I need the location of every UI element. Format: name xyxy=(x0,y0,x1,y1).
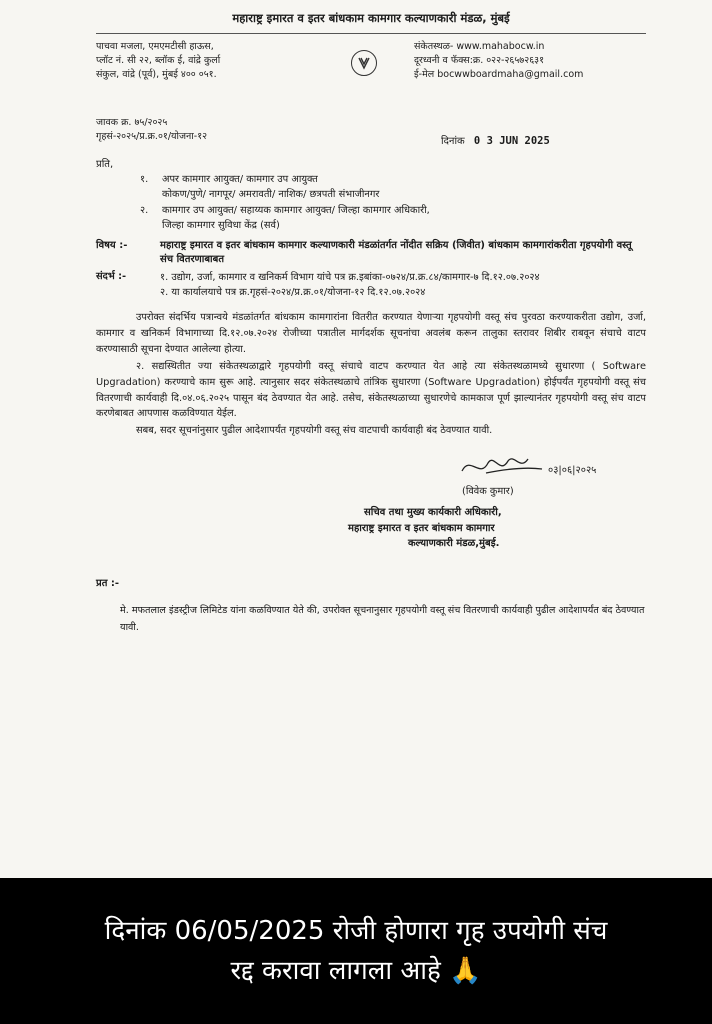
copy-to-text: मे. मफतलाल इंडस्ट्रीज लिमिटेड यांना कळविण्यात येते की, उपरोक्त सूचनानुसार गृहपयोगी वस्तू संच वितरणाची कार्यवाही पुढील आदेशापर्यंत बंद ठेवण्यात यावी. xyxy=(120,604,645,633)
recipient-number: २. xyxy=(140,204,149,216)
signer-designation xyxy=(348,505,664,552)
office-contact xyxy=(414,40,654,83)
designation-line: कल्याणकारी मंडळ,मुंबई. xyxy=(408,538,500,550)
references xyxy=(96,270,646,300)
reference-label: संदर्भ :- xyxy=(96,270,127,282)
date-label: दिनांक xyxy=(441,135,465,147)
body-paragraph: उपरोक्त संदर्भिय पत्रान्वये मंडळांतर्गत बांधकाम कामगारांना वितरीत करण्यात येणाऱ्या गृहपयोगी वस्तू संच पुरवठा करण्याकरीता उद्योग, उर्जा, कामगार व खनिकर्म विभागाच्या दि.१२.०७.२०२४ रोजीच्या पत्रातील मार्गदर्शक सूचनांचा अवलंब करून तालुका स्तरावर शिबीर राबवून संचाचे वाटप करण्यासाठी सूचना देण्यात आलेल्या होत्या. xyxy=(96,312,646,355)
designation-line: सचिव तथा मुख्य कार्यकारी अधिकारी, xyxy=(364,507,502,519)
recipient-line: कामगार उप आयुक्त/ सहाय्यक कामगार आयुक्त/ जिल्हा कामगार अधिकारी, xyxy=(162,204,430,216)
website: संकेतस्थळ- www.mahabocw.in xyxy=(414,40,545,52)
body-paragraph: २. सद्यस्थितीत ज्या संकेतस्थळाद्वारे गृहपयोगी वस्तू संचाचे वाटप करण्यात येत आहे त्या संकेतस्थळामध्ये सुधारणा ( Software Upgradation) करण्याचे काम सुरू आहे. त्यानुसार सदर संकेतस्थळाचे तांत्रिक सुधारणा (Software Upgradation) होईपर्यंत गृहपयोगी वस्तू संच वितरणाची कार्यवाही दि.०४.०६.२०२५ पासून बंद ठेवण्यात येत आहे. तसेच, संकेतस्थळाच्या सुधारणेचे कामकाज पूर्ण झाल्यानंतर गृहपयोगी वस्तू संच वाटप करणेबाबत आपणास कळविण्यात येईल. xyxy=(96,360,646,420)
email: ई-मेल bocwwboardmaha@gmail.com xyxy=(414,69,584,81)
recipient-line: कोकण/पुणे/ नागपूर/ अमरावती/ नाशिक/ छत्रपती संभाजीनगर xyxy=(162,189,380,201)
address-line: प्लॉट नं. सी २२, ब्लॉक ई, वांद्रे कुर्ला xyxy=(96,54,221,66)
subject xyxy=(96,239,646,268)
reference-block xyxy=(96,116,646,156)
recipients xyxy=(140,172,646,233)
recipient-item xyxy=(140,203,646,233)
letter-body xyxy=(96,310,646,439)
designation-line: महाराष्ट्र इमारत व इतर बांधकाम कामगार xyxy=(348,522,495,534)
caption-line: दिनांक 06/05/2025 रोजी होणारा गृह उपयोगी संच xyxy=(104,915,608,946)
signature-icon xyxy=(456,449,606,485)
address-line: पाचवा मजला, एमएमटीसी हाऊस, xyxy=(96,40,214,52)
letterhead xyxy=(96,40,646,110)
copy-label: प्रत :- xyxy=(96,578,120,590)
divider xyxy=(96,33,646,34)
emblem-icon xyxy=(351,50,377,76)
address-line: संकुल, वांद्रे (पूर्व), मुंबई ४०० ०५१. xyxy=(96,69,217,81)
outward-number: जावक क्र. ७५/२०२५ xyxy=(96,116,168,128)
official-letter xyxy=(96,10,646,636)
signer-name: (विवेक कुमार) xyxy=(462,486,514,498)
phone-fax: दूरध्वनी व फॅक्स:क्र. ०२२-२६५७२६३१ xyxy=(414,54,545,66)
letterhead-title: महाराष्ट्र इमारत व इतर बांधकाम कामगार कल्याणकारी मंडळ, मुंबई xyxy=(232,11,510,25)
outward-numbers xyxy=(96,116,207,145)
file-number: गृहसं-२०२५/प्र.क्र.०१/योजना-१२ xyxy=(96,130,208,142)
signature-date: ०३|०६|२०२५ xyxy=(548,465,597,477)
caption-text: रद्द करावा लागला आहे xyxy=(230,956,441,986)
to-label: प्रति, xyxy=(96,158,114,170)
recipient-number: १. xyxy=(140,174,149,186)
recipient-line: अपर कामगार आयुक्त/ कामगार उप आयुक्त xyxy=(162,174,318,186)
subject-text: महाराष्ट्र इमारत व इतर बांधकाम कामगार कल्याणकारी मंडळांतर्गत नोंदीत सक्रिय (जिवीत) बांधकाम कामगारांकरीता गृहपयोगी वस्तू संच वितरणाबाबत xyxy=(160,239,632,266)
caption-banner xyxy=(0,878,712,1024)
folded-hands-icon: 🙏 xyxy=(449,956,482,986)
reference-item: १. उद्योग, उर्जा, कामगार व खनिकर्म विभाग यांचे पत्र क्र.इबांका-०७२४/प्र.क्र.८४/कामगार-७ दि.१२.०७.२०२४ xyxy=(160,271,540,283)
office-address xyxy=(96,40,336,83)
recipient-line: जिल्हा कामगार सुविधा केंद्र (सर्व) xyxy=(162,219,280,231)
subject-label: विषय :- xyxy=(96,239,128,251)
date-stamp: 0 3 JUN 2025 xyxy=(473,134,550,147)
reference-list xyxy=(160,270,646,300)
signature-block xyxy=(96,445,646,565)
reference-item: २. या कार्यालयाचे पत्र क्र.गृहसं-२०२४/प्र.क्र.०१/योजना-१२ दि.१२.०७.२०२४ xyxy=(160,287,426,299)
body-paragraph: सबब, सदर सूचनांनुसार पुढील आदेशापर्यंत गृहपयोगी वस्तू संच वाटपाची कार्यवाही बंद ठेवण्यात यावी. xyxy=(136,425,493,437)
letter-date xyxy=(441,134,550,150)
recipient-item xyxy=(140,172,646,202)
caption-line xyxy=(231,951,482,991)
